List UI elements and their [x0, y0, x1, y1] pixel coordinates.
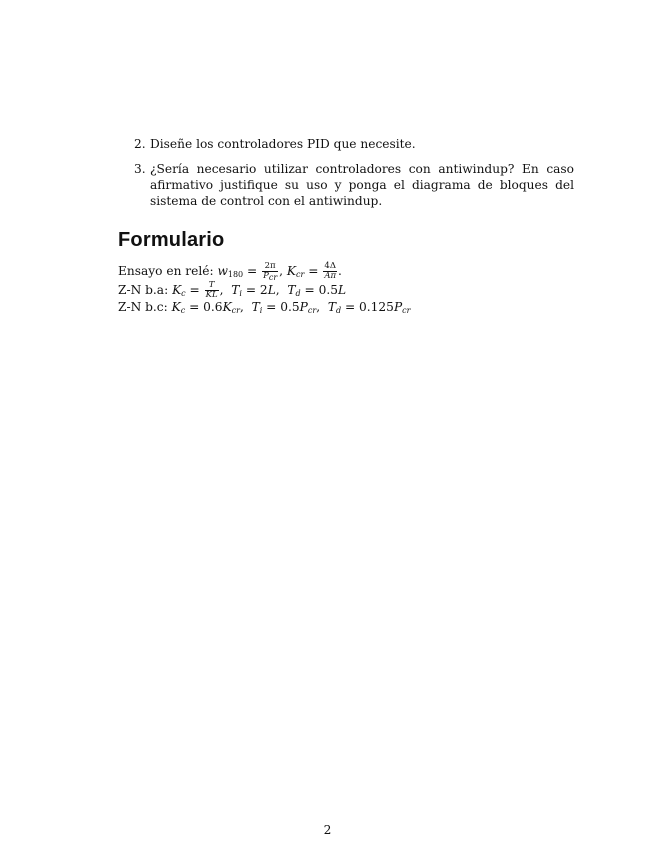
formula-relay: Ensayo en relé: $w_{180}$ = $\frac{2\pi}{P_{cr}}$ , $K_{cr}$ = $\frac{4\Delta}{A\pi}$ .	[118, 261, 342, 282]
formula-zn-bc: Z-N b.c: $K_c = 0.6K_{cr}$, $T_i = 0.5P_{cr}$, $T_d = 0.125P_{cr}$	[118, 300, 411, 315]
section-heading: Formulario	[118, 229, 225, 251]
formula-block	[118, 262, 410, 315]
formula-label: Ensayo en relé:	[118, 264, 214, 278]
list-item	[134, 161, 574, 209]
fraction: $\frac{T}{KL}$	[205, 280, 218, 300]
question-list	[134, 136, 574, 218]
formula-label: Z-N b.a:	[118, 283, 169, 297]
page-number: 2	[323, 823, 332, 837]
item-number: 2.	[134, 137, 146, 151]
formula-label: Z-N b.c:	[118, 300, 168, 314]
item-number: 3.	[134, 162, 146, 176]
formula-zn-ba: Z-N b.a: $K_c$ = $\frac{T}{KL}$ , $T_i = 2L$, $T_d = 0.5L$	[118, 280, 347, 300]
item-text: Diseñe los controladores PID que necesite.	[150, 137, 416, 151]
fraction: $\frac{2\pi}{P_{cr}}$	[263, 261, 278, 282]
fraction: $\frac{4\Delta}{A\pi}$	[324, 261, 337, 281]
list-item	[134, 136, 574, 152]
item-text: ¿Sería necesario utilizar controladores con antiwindup? En caso afirmativo justifique su uso y ponga el diagrama de bloques del sistema de control con el antiwindup.	[150, 162, 574, 208]
